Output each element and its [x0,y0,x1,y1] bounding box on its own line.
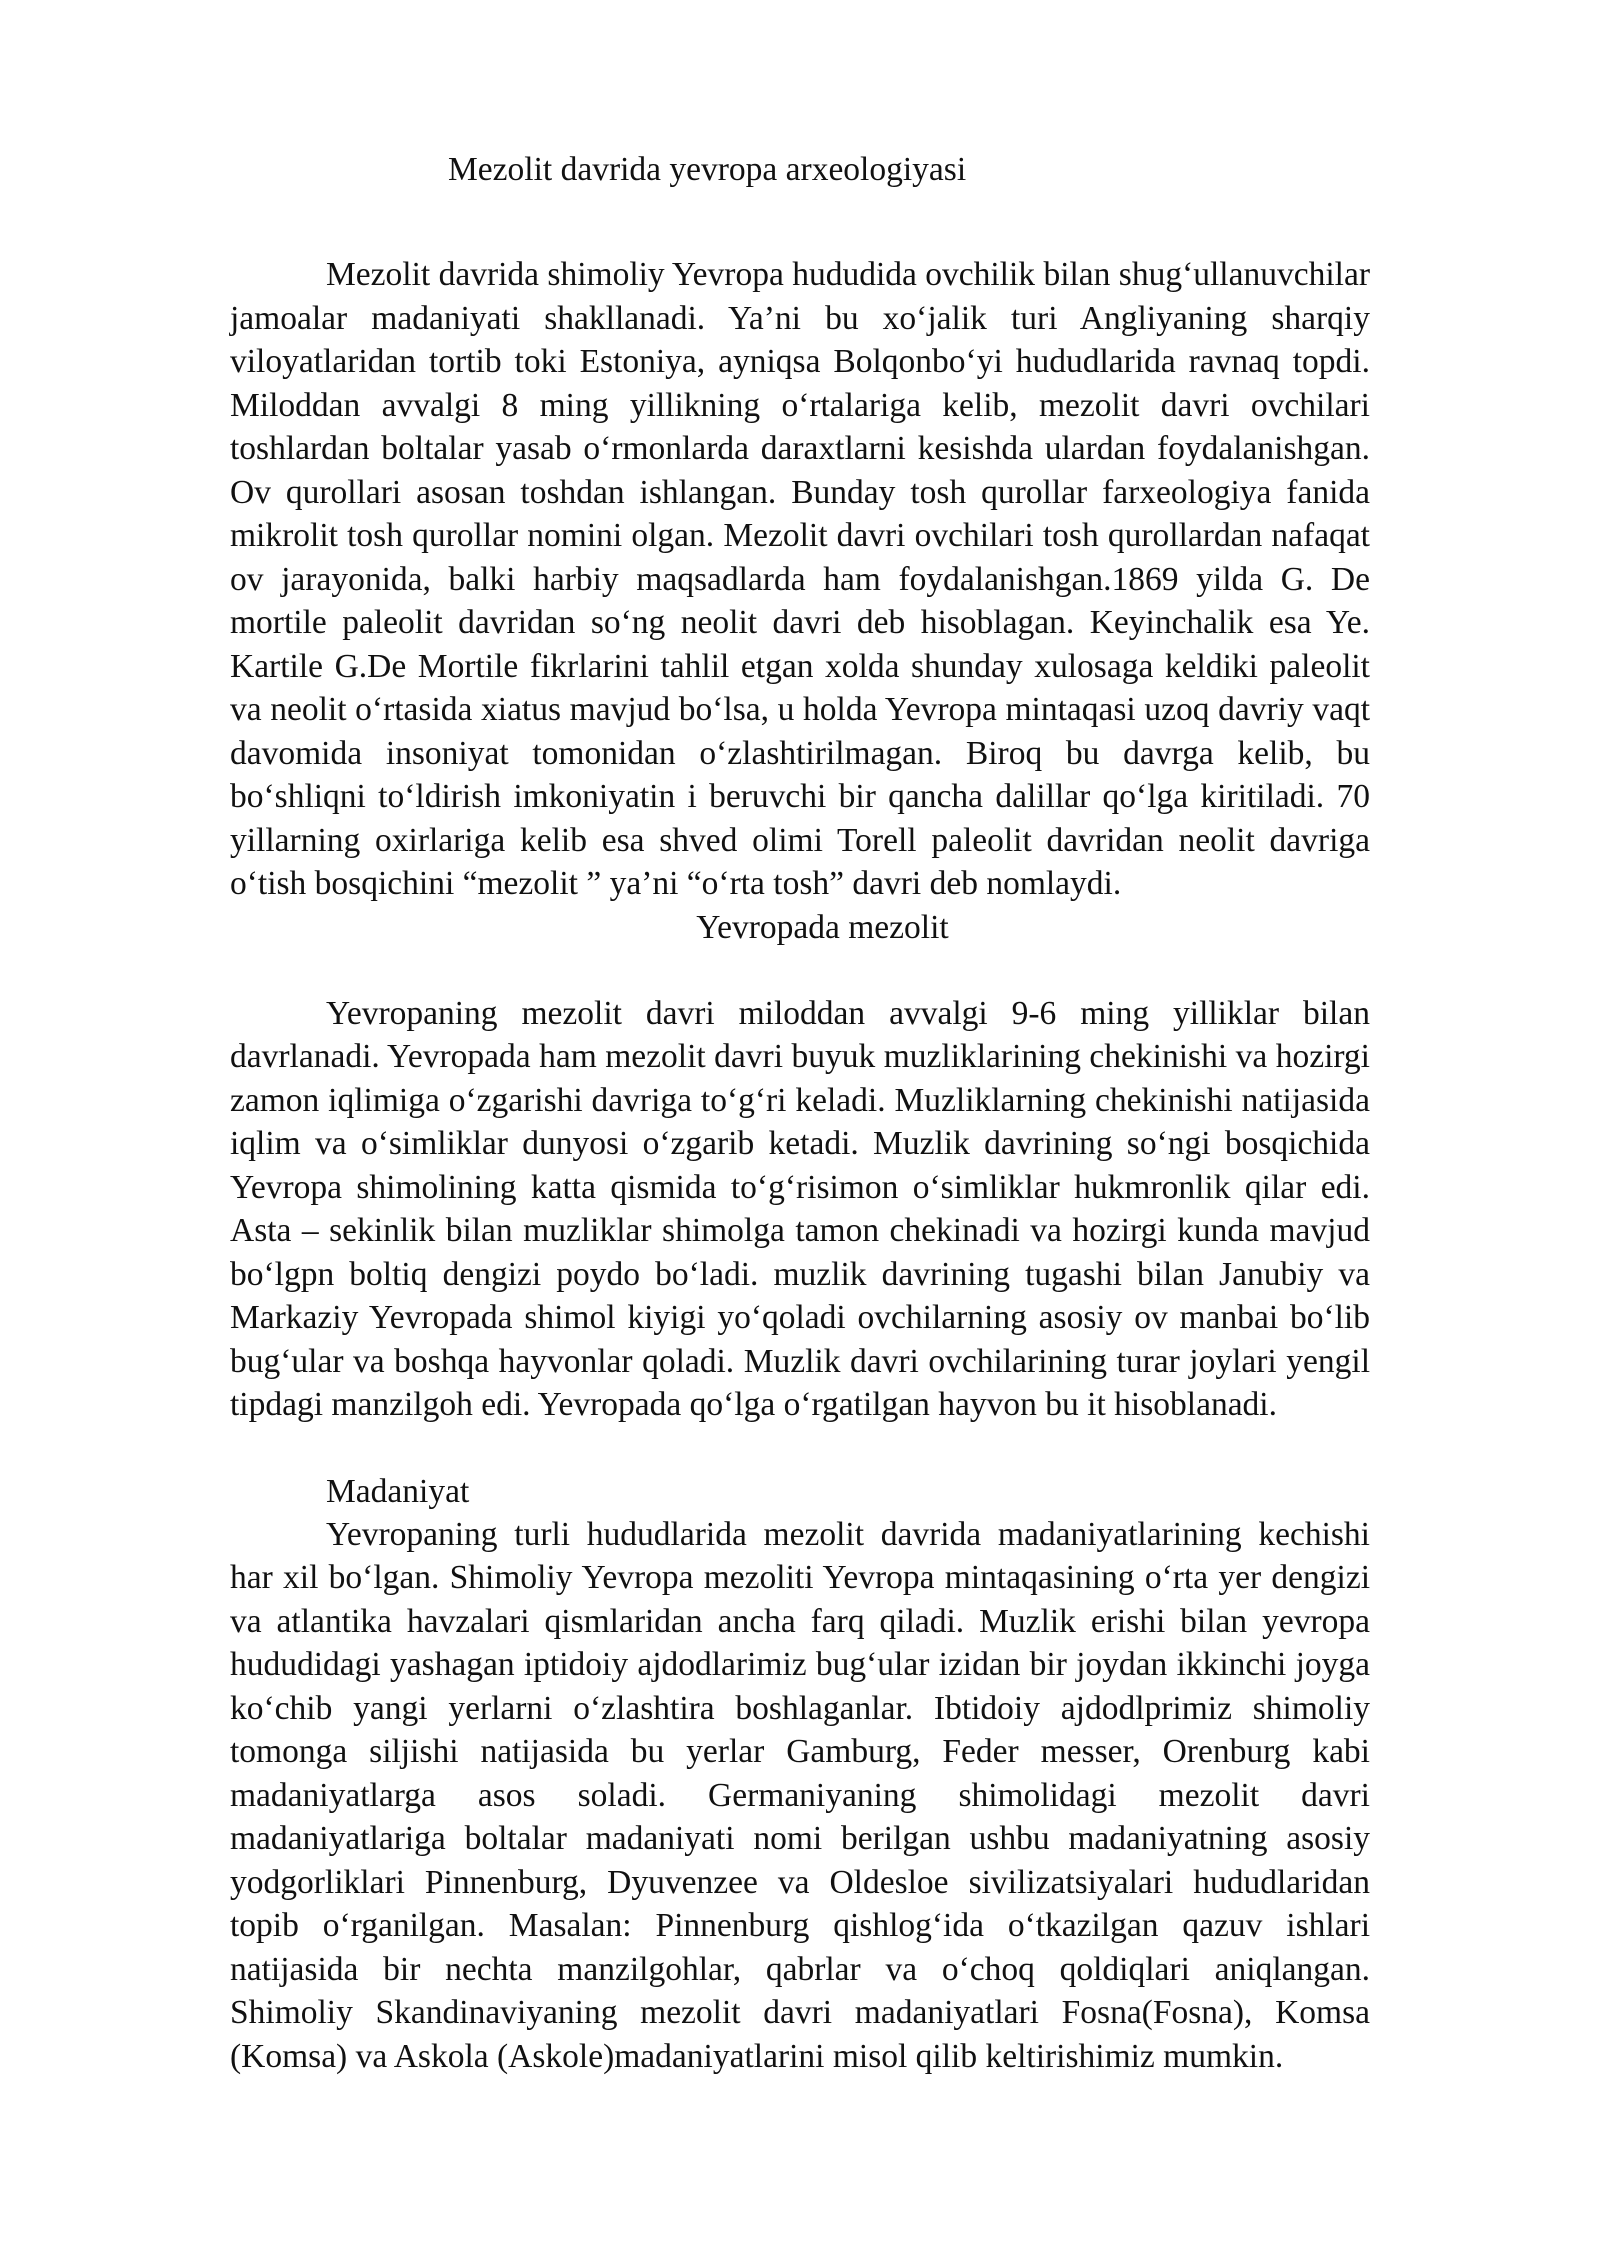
section-heading-madaniyat: Madaniyat [326,1472,470,1510]
paragraph-yevropada-mezolit: Yevropaning mezolit davri miloddan avvalgi 9-6 ming yilliklar bilan davrlanadi. Yevropada ham mezolit davri buyuk muzliklarining chekinishi va hozirgi zamon iqlimiga o‘zgarishi davriga to‘g‘ri keladi. Muzliklarning chekinishi natijasida iqlim va o‘simliklar dunyosi o‘zgarib ketadi. Muzlik davrining so‘ngi bosqichida Yevropa shimolining katta qismida to‘g‘risimon o‘simliklar hukmronlik qilar edi. Asta – sekinlik bilan muzliklar shimolga tamon chekinadi va hozirgi kunda mavjud bo‘lgpn boltiq dengizi poydo bo‘ladi. muzlik davrining tugashi bilan Janubiy va Markaziy Yevropada shimol kiyigi yo‘qoladi ovchilarning asosiy ov manbai bo‘lib bug‘ular va boshqa hayvonlar qoladi. Muzlik davri ovchilarining turar joylari yengil tipdagi manzilgoh edi. Yevropada qo‘lga o‘rgatilgan hayvon bu it hisoblanadi. [230,994,1370,1423]
paragraph-madaniyat: Yevropaning turli hududlarida mezolit davrida madaniyatlarining kechishi har xil bo‘lgan. Shimoliy Yevropa mezoliti Yevropa mintaqasining o‘rta yer dengizi va atlantika havzalari qismlaridan ancha farq qiladi. Muzlik erishi bilan yevropa hududidagi yashagan iptidoiy ajdodlarimiz bug‘ular izidan bir joydan ikkinchi joyga ko‘chib yangi yerlarni o‘zlashtira boshlaganlar. Ibtidoiy ajdodlprimiz shimoliy tomonga siljishi natijasida bu yerlar Gamburg, Feder messer, Orenburg kabi madaniyatlarga asos soladi. Germaniyaning shimolidagi mezolit davri madaniyatlariga boltalar madaniyati nomi berilgan ushbu madaniyatning asosiy yodgorliklari Pinnenburg, Dyuvenzee va Oldesloe sivilizatsiyalari hududlaridan topib o‘rganilgan. Masalan: Pinnenburg qishlog‘ida o‘tkazilgan qazuv ishlari natijasida bir nechta manzilgohlar, qabrlar va o‘choq qoldiqlari aniqlangan. Shimoliy Skandinaviyaning mezolit davri madaniyatlari Fosna(Fosna), Komsa (Komsa) va Askola (Askole)madaniyatlarini misol qilib keltirishimiz mumkin. [230,1515,1370,2075]
document-title: Mezolit davrida yevropa arxeologiyasi [448,151,967,188]
paragraph-intro: Mezolit davrida shimoliy Yevropa hududida ovchilik bilan shug‘ullanuvchilar jamoalar madaniyati shakllanadi. Ya’ni bu xo‘jalik turi Angliyaning sharqiy viloyatlaridan tortib toki Estoniya, ayniqsa Bolqonbo‘yi hududlarida ravnaq topdi. Miloddan avvalgi 8 ming yillikning o‘rtalariga kelib, mezolit davri ovchilari toshlardan boltalar yasab o‘rmonlarda daraxtlarni kesishda ulardan foydalanishgan. Ov qurollari asosan toshdan ishlangan. Bunday tosh qurollar farxeologiya fanida mikrolit tosh qurollar nomini olgan. Mezolit davri ovchilari tosh qurollardan nafaqat ov jarayonida, balki harbiy maqsadlarda ham foydalanishgan.1869 yilda G. De mortile paleolit davridan so‘ng neolit davri deb hisoblagan. Keyinchalik esa Ye. Kartile G.De Mortile fikrlarini tahlil etgan xolda shunday xulosaga keldiki paleolit va neolit o‘rtasida xiatus mavjud bo‘lsa, u holda Yevropa mintaqasi uzoq davriy vaqt davomida insoniyat tomonidan o‘zlashtirilmagan. Biroq bu davrga kelib, bu bo‘shliqni to‘ldirish imkoniyatin i beruvchi bir qancha dalillar qo‘lga kiritiladi. 70 yillarning oxirlariga kelib esa shved olimi Torell paleolit davridan neolit davriga o‘tish bosqichini “mezolit ” ya’ni “o‘rta tosh” davri deb nomlaydi. [230,256,1370,902]
section-heading-yevropada-mezolit: Yevropada mezolit [696,908,949,946]
document-page [230,148,1370,2078]
